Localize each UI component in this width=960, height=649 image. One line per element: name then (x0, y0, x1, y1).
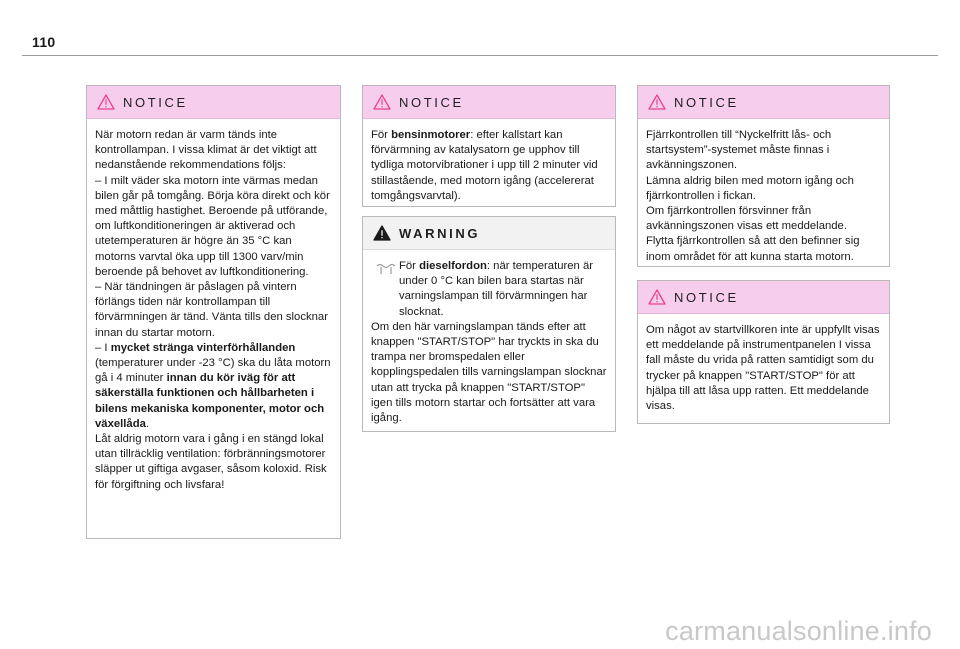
notice-text: Flytta fjärrkontrollen så att den befinner sig inom området för att kunna starta motorn. (646, 235, 860, 263)
text-span: – I (95, 341, 111, 354)
header-rule (22, 55, 938, 56)
warning-triangle-icon (373, 225, 391, 241)
notice-box-petrol (362, 85, 616, 207)
warning-triangle-icon (97, 94, 115, 110)
notice-header (638, 86, 889, 119)
watermark: carmanualsonline.info (665, 616, 932, 646)
warning-title: WARNING (399, 225, 481, 241)
notice-body (638, 119, 889, 265)
notice-header (638, 281, 889, 314)
warning-header (363, 217, 615, 250)
bold-text: mycket stränga vinterförhållanden (110, 341, 296, 354)
text-span: För (399, 260, 420, 272)
notice-body (363, 119, 615, 204)
notice-bullet-severe-winter (95, 341, 332, 432)
text-span: (temperaturer under -23 °C) ska du låta motorn gå i 4 minuter (95, 357, 331, 385)
notice-text: Fjärrkontrollen till “Nyckelfritt lås- och startsystem”-systemet måste finnas i avkänningszonen. (646, 129, 832, 172)
notice-box-keyless (637, 85, 890, 267)
glow-plug-icon (375, 263, 397, 275)
warning-triangle-icon (648, 94, 666, 110)
notice-title: NOTICE (123, 94, 188, 110)
notice-box-start-conditions (637, 280, 890, 424)
bold-text: innan du kör iväg för att säkerställa funktionen och hållbarheten i bilens mekaniska komponenter, motor och växellåda (95, 372, 325, 430)
notice-header (363, 86, 615, 119)
notice-header (87, 86, 340, 119)
notice-text (371, 128, 607, 204)
text-span: För (371, 129, 392, 141)
warning-body (363, 250, 615, 426)
warning-triangle-icon (373, 94, 391, 110)
notice-title: NOTICE (674, 94, 739, 110)
warning-text-diesel (371, 259, 607, 320)
text-span: : efter kallstart kan förvärmning av katalysatorn ge upphov till tydliga motorvibrationer i upp till 2 minuter vid stillastående, med motorn igång (accelererat tomgångsvarvtal). (371, 129, 598, 202)
warning-box-diesel (362, 216, 616, 432)
notice-box-cold-start (86, 85, 341, 539)
glow-plug-row (371, 259, 607, 320)
page-number: 110 (32, 34, 56, 50)
notice-bullet-winter: – När tändningen är påslagen på vintern förlängs tiden när kontrollampan till förvärmningen är tänd. Vänta tills den slocknar innan du startar motorn. (95, 281, 328, 339)
notice-closing: Låt aldrig motorn vara i gång i en stängd lokal utan tillräcklig ventilation: förbränningsmotorer släpper ut giftiga avgaser, såsom koloxid. Risk för förgiftning och livsfara! (95, 433, 327, 491)
bold-text: dieselfordon (419, 260, 487, 272)
text-span: : när temperaturen är under 0 °C kan bilen bara startas när varningslampan till förvärmningen har slocknat. (399, 260, 594, 318)
text-span: . (145, 417, 150, 430)
notice-text: Lämna aldrig bilen med motorn igång och fjärrkontrollen i fickan. (646, 174, 854, 202)
notice-text: Om något av startvillkoren inte är uppfyllt visas ett meddelande på instrumentpanelen I vissa fall måste du vrida på ratten samtidigt som du trycker på knappen "START/STOP" för att hjälpa till att låsa upp ratten. Ett meddelande visas. (646, 324, 880, 413)
warning-text-start-stop: Om den här varningslampan tänds efter att knappen "START/STOP" har tryckts in ska du trampa ner bromspedalen eller kopplingspedalen tills varningslampan slocknar utan att trycka på knappen "START/STOP" igen tills motorn startar och fortsätter att vara igång. (371, 320, 607, 425)
notice-title: NOTICE (674, 289, 739, 305)
notice-text: Om fjärrkontrollen försvinner från avkänningszonen visas ett meddelande. (646, 205, 847, 233)
warning-triangle-icon (648, 289, 666, 305)
notice-bullet-mild-weather: – I milt väder ska motorn inte värmas medan bilen går på tomgång. Börja köra direkt och kör med måttlig hastighet. Beroende på utförande, om luftkonditioneringen är aktiverad och utetemperaturen är högre än 35 °C kan motorns varvtal öka upp till 1300 varv/min beroende på behovet av luftkonditionering. (95, 174, 330, 278)
notice-intro: När motorn redan är varm tänds inte kontrollampan. I vissa klimat är det viktigt att nedanstående rekommendations följs: (95, 129, 317, 172)
bold-text: bensinmotorer (391, 129, 471, 141)
notice-title: NOTICE (399, 94, 464, 110)
notice-body (87, 119, 340, 493)
notice-body (638, 314, 889, 414)
